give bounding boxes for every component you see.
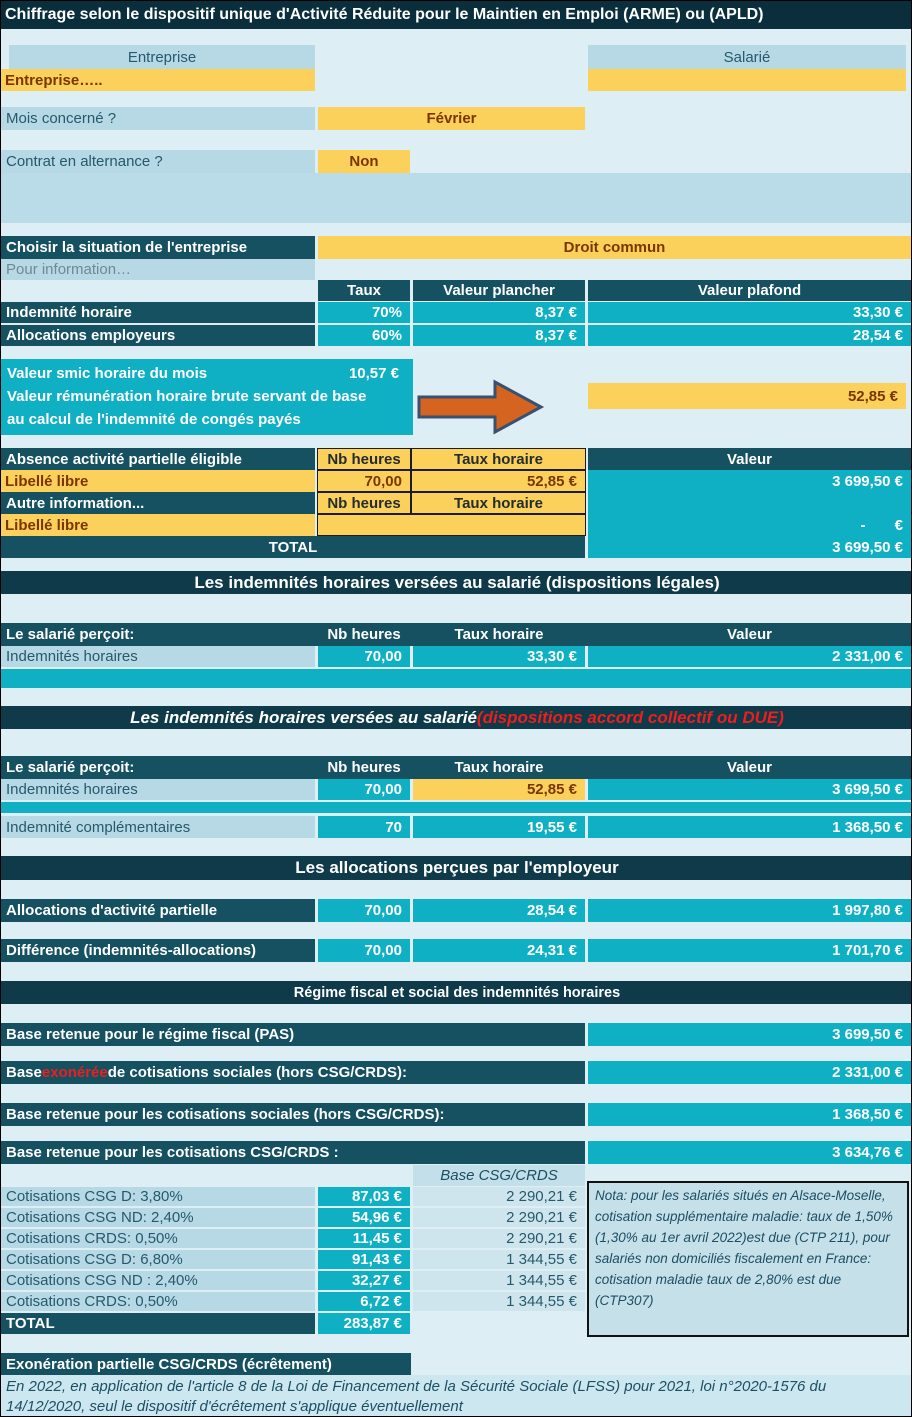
alloc-row1-label: Allocations d'activité partielle	[1, 899, 315, 922]
smic-value: 10,57 €	[348, 365, 399, 382]
accord-row2-valeur: 1 368,50 €	[588, 816, 911, 838]
salarie-header: Salarié	[588, 45, 906, 69]
legal-col-valeur: Valeur	[726, 626, 773, 643]
remuneration-line-1: Valeur rémunération horaire brute servant de base	[7, 388, 367, 405]
autre-col-taux-horaire: Taux horaire	[411, 492, 586, 514]
section-title-accord	[1, 706, 912, 729]
accord-row2-nb: 70	[318, 816, 410, 838]
absence-taux-input[interactable]: 52,85 €	[411, 470, 586, 492]
accord-row2-taux: 19,55 €	[413, 816, 585, 838]
nota-box: Nota: pour les salariés situés en Alsace-Moselle, cotisation supplémentaire maladie: taux de 1,50% (1,30% au 1er avril 2022)est due (CTP 211), pour salariés non domiciliés fiscalement en France: cotisation maladie taux de 2,80% est due (CTP307)	[587, 1181, 909, 1337]
indemnite-taux: 70%	[318, 302, 410, 323]
cotisation-montant: 6,72 €	[318, 1292, 410, 1311]
absence-col-valeur: Valeur	[588, 448, 911, 470]
row-label-indemnite-horaire: Indemnité horaire	[1, 302, 315, 323]
base-csgcrds-value: 3 634,76 €	[588, 1141, 911, 1164]
cotisation-label: Cotisations CSG ND: 2,40%	[1, 1208, 315, 1227]
cotisation-base: 1 344,55 €	[413, 1292, 585, 1311]
cotisation-base: 1 344,55 €	[413, 1250, 585, 1269]
alloc-row1-nb: 70,00	[318, 899, 410, 922]
base-cotisations-value: 1 368,50 €	[588, 1103, 911, 1126]
accord-col-nb: Nb heures	[327, 759, 401, 776]
accord-row1-nb: 70,00	[318, 779, 410, 800]
accord-col-valeur: Valeur	[726, 759, 773, 776]
base-cotisations-label: Base retenue pour les cotisations sociales (hors CSG/CRDS):	[1, 1103, 585, 1126]
absence-valeur: 3 699,50 €	[588, 470, 911, 492]
autre-information-label: Autre information...	[1, 492, 315, 514]
col-header-taux: Taux	[318, 280, 410, 301]
libelle-libre-input-1[interactable]: Libellé libre	[1, 470, 315, 492]
autre-valeur: - €	[588, 514, 911, 536]
cotisation-label: Cotisations CSG D: 3,80%	[1, 1187, 315, 1206]
cotisation-base: 2 290,21 €	[413, 1229, 585, 1248]
cotisations-total-value: 283,87 €	[318, 1313, 410, 1334]
base-csgcrds-col-header: Base CSG/CRDS	[413, 1165, 585, 1186]
cotisation-label: Cotisations CSG ND : 2,40%	[1, 1271, 315, 1290]
remuneration-line-2: au calcul de l'indemnité de congés payés	[7, 411, 301, 428]
base-fiscal-value: 3 699,50 €	[588, 1023, 911, 1046]
legal-header-label: Le salarié perçoit:	[6, 626, 135, 643]
absence-label: Absence activité partielle éligible	[1, 448, 315, 470]
indemnite-plancher: 8,37 €	[413, 302, 585, 323]
allocations-plafond: 28,54 €	[588, 325, 911, 346]
cotisation-label: Cotisations CRDS: 0,50%	[1, 1292, 315, 1311]
base-exoneree-red: exonérée	[41, 1064, 108, 1081]
cotisation-base: 2 290,21 €	[413, 1187, 585, 1206]
absence-col-nb-heures: Nb heures	[317, 448, 411, 470]
accord-col-taux: Taux horaire	[454, 759, 544, 776]
alloc-row2-nb: 70,00	[318, 939, 410, 962]
accord-cyan-strip	[1, 802, 911, 813]
accord-row2-label: Indemnité complémentaires	[1, 816, 315, 838]
legal-row-label: Indemnités horaires	[1, 646, 315, 667]
accord-title-red: (dispositions accord collectif ou DUE)	[476, 707, 784, 727]
right-arrow-icon	[415, 378, 547, 436]
smic-label: Valeur smic horaire du mois	[7, 365, 208, 382]
accord-taux-input[interactable]: 52,85 €	[413, 779, 585, 800]
page-title: Chiffrage selon le dispositif unique d'Activité Réduite pour le Maintien en Emploi (ARME) ou (APLD)	[1, 1, 911, 29]
base-fiscal-label: Base retenue pour le régime fiscal (PAS)	[1, 1023, 585, 1046]
cotisation-montant: 11,45 €	[318, 1229, 410, 1248]
autre-valeurs-input[interactable]	[317, 514, 586, 536]
section-title-allocations: Les allocations perçues par l'employeur	[1, 856, 912, 880]
mois-select[interactable]: Février	[318, 107, 585, 130]
accord-header-row	[1, 756, 911, 779]
cotisation-montant: 54,96 €	[318, 1208, 410, 1227]
col-header-plafond: Valeur plafond	[588, 280, 911, 301]
alloc-row1-valeur: 1 997,80 €	[588, 899, 911, 922]
alloc-row1-taux: 28,54 €	[413, 899, 585, 922]
accord-title-main: Les indemnités horaires versées au salarié	[130, 707, 477, 727]
base-exoneree-suffix: de cotisations sociales (hors CSG/CRDS):	[107, 1064, 407, 1081]
base-csgcrds-label: Base retenue pour les cotisations CSG/CRDS :	[1, 1141, 585, 1164]
cotisation-montant: 91,43 €	[318, 1250, 410, 1269]
absence-nb-heures-input[interactable]: 70,00	[317, 470, 411, 492]
libelle-libre-input-2[interactable]: Libellé libre	[1, 514, 315, 536]
entreprise-input[interactable]: Entreprise…..	[1, 69, 315, 91]
cotisation-montant: 32,27 €	[318, 1271, 410, 1290]
absence-col-taux-horaire: Taux horaire	[411, 448, 586, 470]
alloc-row2-taux: 24,31 €	[413, 939, 585, 962]
legal-cyan-strip	[1, 669, 911, 688]
absence-total-label: TOTAL	[1, 536, 585, 558]
exoneration-bar: Exonération partielle CSG/CRDS (écrêtement)	[1, 1353, 411, 1375]
base-exoneree-prefix: Base	[6, 1064, 42, 1081]
legal-col-taux: Taux horaire	[454, 626, 544, 643]
legal-col-nb: Nb heures	[327, 626, 401, 643]
allocations-plancher: 8,37 €	[413, 325, 585, 346]
alternance-select[interactable]: Non	[318, 150, 410, 173]
row-label-allocations-employeurs: Allocations employeurs	[1, 325, 315, 346]
legal-taux: 33,30 €	[413, 646, 585, 667]
alternance-label: Contrat en alternance ?	[1, 150, 315, 173]
cotisation-base: 1 344,55 €	[413, 1271, 585, 1290]
salarie-input[interactable]	[588, 69, 906, 91]
smic-info-box	[1, 359, 413, 435]
allocations-taux: 60%	[318, 325, 410, 346]
absence-total-valeur: 3 699,50 €	[588, 536, 911, 558]
col-header-plancher: Valeur plancher	[413, 280, 585, 301]
mois-label: Mois concerné ?	[1, 107, 315, 130]
cotisations-total-label: TOTAL	[1, 1313, 315, 1334]
legal-header-row	[1, 623, 911, 646]
alloc-row2-valeur: 1 701,70 €	[588, 939, 911, 962]
spacer-band	[1, 173, 912, 223]
cotisation-base: 2 290,21 €	[413, 1208, 585, 1227]
situation-label: Choisir la situation de l'entreprise	[1, 236, 315, 259]
remuneration-result-input[interactable]: 52,85 €	[588, 383, 906, 409]
section-title-legales: Les indemnités horaires versées au salarié (dispositions légales)	[1, 571, 912, 594]
legal-valeur: 2 331,00 €	[588, 646, 911, 667]
footer-note: En 2022, en application de l'article 8 de la Loi de Financement de la Sécurité Sociale (LFSS) pour 2021, loi n°2020-1576 du 14/12/2020, seul le dispositif d'écrêtement s'applique éventuellement	[1, 1375, 912, 1417]
section-title-regime: Régime fiscal et social des indemnités horaires	[1, 981, 912, 1004]
alloc-row2-label: Différence (indemnités-allocations)	[1, 939, 315, 962]
entreprise-header: Entreprise	[9, 45, 315, 69]
indemnite-plafond: 33,30 €	[588, 302, 911, 323]
accord-header-label: Le salarié perçoit:	[6, 759, 135, 776]
cotisation-label: Cotisations CSG D: 6,80%	[1, 1250, 315, 1269]
base-exoneree-value: 2 331,00 €	[588, 1061, 911, 1084]
pour-information-label: Pour information…	[1, 259, 315, 280]
autre-col-nb-heures: Nb heures	[317, 492, 411, 514]
accord-row1-label: Indemnités horaires	[1, 779, 315, 800]
legal-nb: 70,00	[318, 646, 410, 667]
accord-row1-valeur: 3 699,50 €	[588, 779, 911, 800]
autre-valeur-empty	[588, 492, 911, 514]
cotisation-label: Cotisations CRDS: 0,50%	[1, 1229, 315, 1248]
situation-select[interactable]: Droit commun	[318, 236, 911, 259]
base-exoneree-label	[1, 1061, 585, 1084]
cotisation-montant: 87,03 €	[318, 1187, 410, 1206]
